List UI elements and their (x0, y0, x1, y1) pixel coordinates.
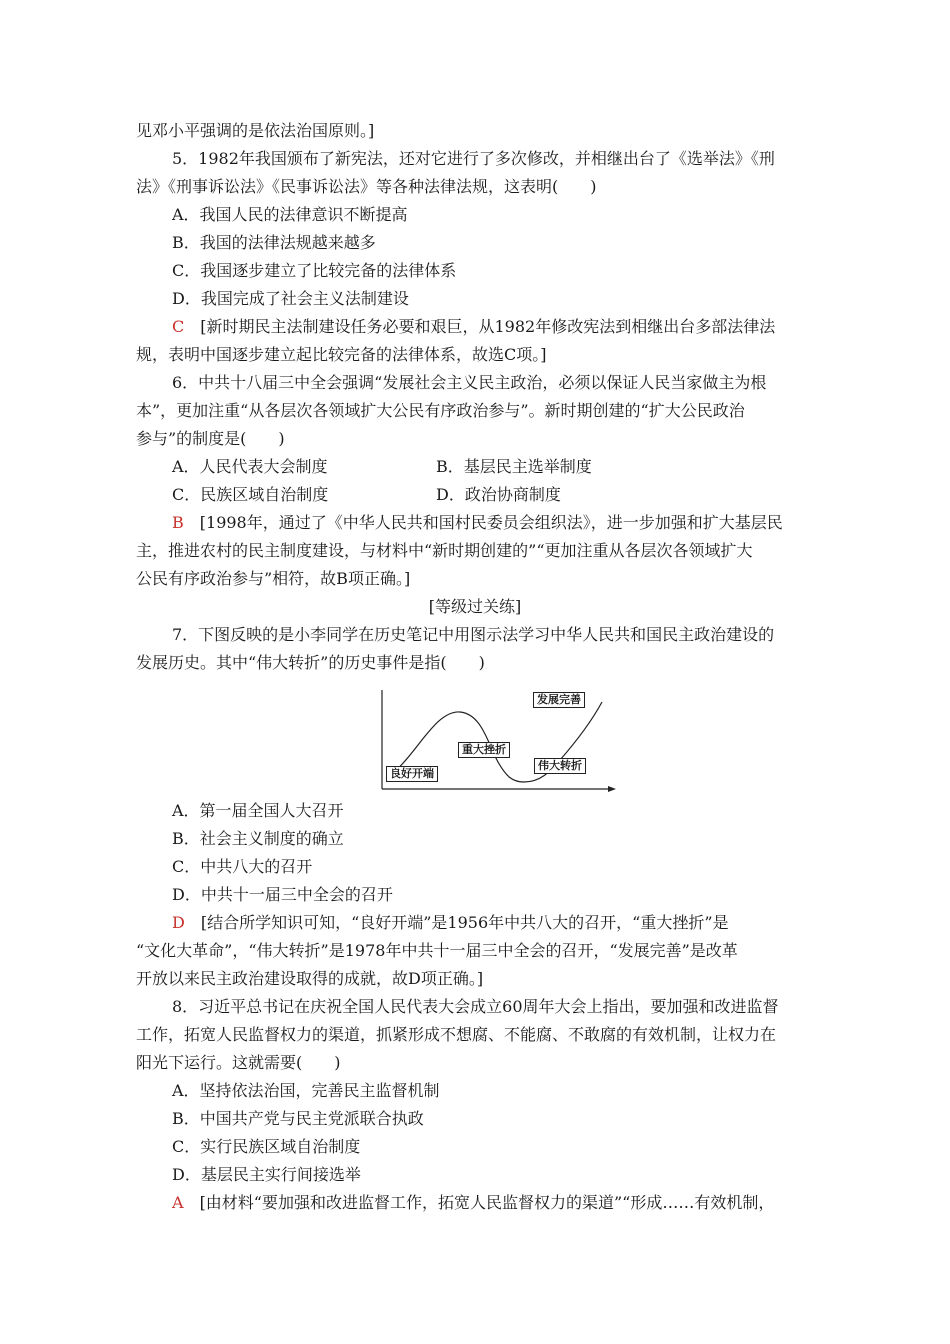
q8-stem-line1: 8．习近平总书记在庆祝全国人民代表大会成立60周年大会上指出，要加强和改进监督 (172, 997, 779, 1016)
q8-stem-line3: 阳光下运行。这就需要( ) (136, 1053, 341, 1072)
history-curve-diagram (378, 688, 618, 794)
q7-explanation-line1: D [结合所学知识可知，“良好开端”是1956年中共八大的召开，“重大挫折”是 (172, 913, 729, 932)
q7-stem-line1: 7．下图反映的是小李同学在历史笔记中用图示法学习中华人民共和国民主政治建设的 (172, 625, 775, 644)
q5-answer: C (172, 317, 185, 336)
q6-option-d: D．政治协商制度 (436, 485, 561, 504)
label-great-turning-point: 伟大转折 (534, 758, 586, 774)
q5-explanation-line1: C [新时期民主法制建设任务必要和艰巨，从1982年修改宪法到相继出台多部法律法 (172, 317, 776, 336)
q7-answer: D (172, 913, 185, 932)
q5-option-d: D．我国完成了社会主义法制建设 (172, 289, 409, 308)
q6-explanation-line1: B [1998年，通过了《中华人民共和国村民委员会组织法》，进一步加强和扩大基层民 (172, 513, 783, 532)
q8-option-a: A．坚持依法治国，完善民主监督机制 (172, 1081, 440, 1100)
q8-answer: A (172, 1193, 184, 1212)
q8-option-c: C．实行民族区域自治制度 (172, 1137, 361, 1156)
q6-explanation-line2: 主，推进农村的民主制度建设，与材料中“新时期创建的”“更加注重从各层次各领域扩大 (136, 541, 753, 560)
q7-explanation-line3: 开放以来民主政治建设取得的成就，故D项正确。] (136, 969, 484, 988)
q6-stem-line2: 本”，更加注重“从各层次各领域扩大公民有序政治参与”。新时期创建的“扩大公民政治 (136, 401, 745, 420)
q6-explanation-line3: 公民有序政治参与”相符，故B项正确。] (136, 569, 411, 588)
q5-stem-line2: 法》《刑事诉讼法》《民事诉讼法》等各种法律法规，这表明( ) (136, 177, 597, 196)
q5-option-a: A．我国人民的法律意识不断提高 (172, 205, 408, 224)
q6-option-b: B．基层民主选举制度 (436, 457, 592, 476)
q6-stem-line1: 6．中共十八届三中全会强调“发展社会主义民主政治，必须以保证人民当家做主为根 (172, 373, 767, 392)
q8-explanation-line1: A [由材料“要加强和改进监督工作，拓宽人民监督权力的渠道”“形成……有效机制， (172, 1193, 775, 1212)
x-axis-arrow (608, 786, 616, 792)
q8-option-d: D．基层民主实行间接选举 (172, 1165, 361, 1184)
q6-option-a: A．人民代表大会制度 (172, 457, 328, 476)
q6-stem-line3: 参与”的制度是( ) (136, 429, 285, 448)
q6-answer: B (172, 513, 184, 532)
q7-explanation-line2: “文化大革命”，“伟大转折”是1978年中共十一届三中全会的召开，“发展完善”是改革 (136, 941, 738, 960)
q5-explanation-line2: 规，表明中国逐步建立起比较完备的法律体系，故选C项。] (136, 345, 547, 364)
q5-option-b: B．我国的法律法规越来越多 (172, 233, 376, 252)
label-development-improvement: 发展完善 (533, 692, 585, 708)
q7-stem-line2: 发展历史。其中“伟大转折”的历史事件是指( ) (136, 653, 485, 672)
q7-option-d: D．中共十一届三中全会的召开 (172, 885, 393, 904)
q6-option-c: C．民族区域自治制度 (172, 485, 329, 504)
q5-option-c: C．我国逐步建立了比较完备的法律体系 (172, 261, 457, 280)
q7-option-c: C．中共八大的召开 (172, 857, 313, 876)
q7-option-a: A．第一届全国人大召开 (172, 801, 344, 820)
label-good-start: 良好开端 (386, 766, 438, 782)
q8-stem-line2: 工作，拓宽人民监督权力的渠道，抓紧形成不想腐、不能腐、不敢腐的有效机制，让权力在 (136, 1025, 777, 1044)
q5-stem-line1: 5．1982年我国颁布了新宪法，还对它进行了多次修改，并相继出台了《选举法》《刑 (172, 149, 775, 168)
continued-explanation: 见邓小平强调的是依法治国原则。] (136, 121, 375, 140)
section-title: [等级过关练] (428, 597, 522, 616)
q7-option-b: B．社会主义制度的确立 (172, 829, 344, 848)
label-major-setback: 重大挫折 (458, 742, 510, 758)
q8-option-b: B．中国共产党与民主党派联合执政 (172, 1109, 424, 1128)
